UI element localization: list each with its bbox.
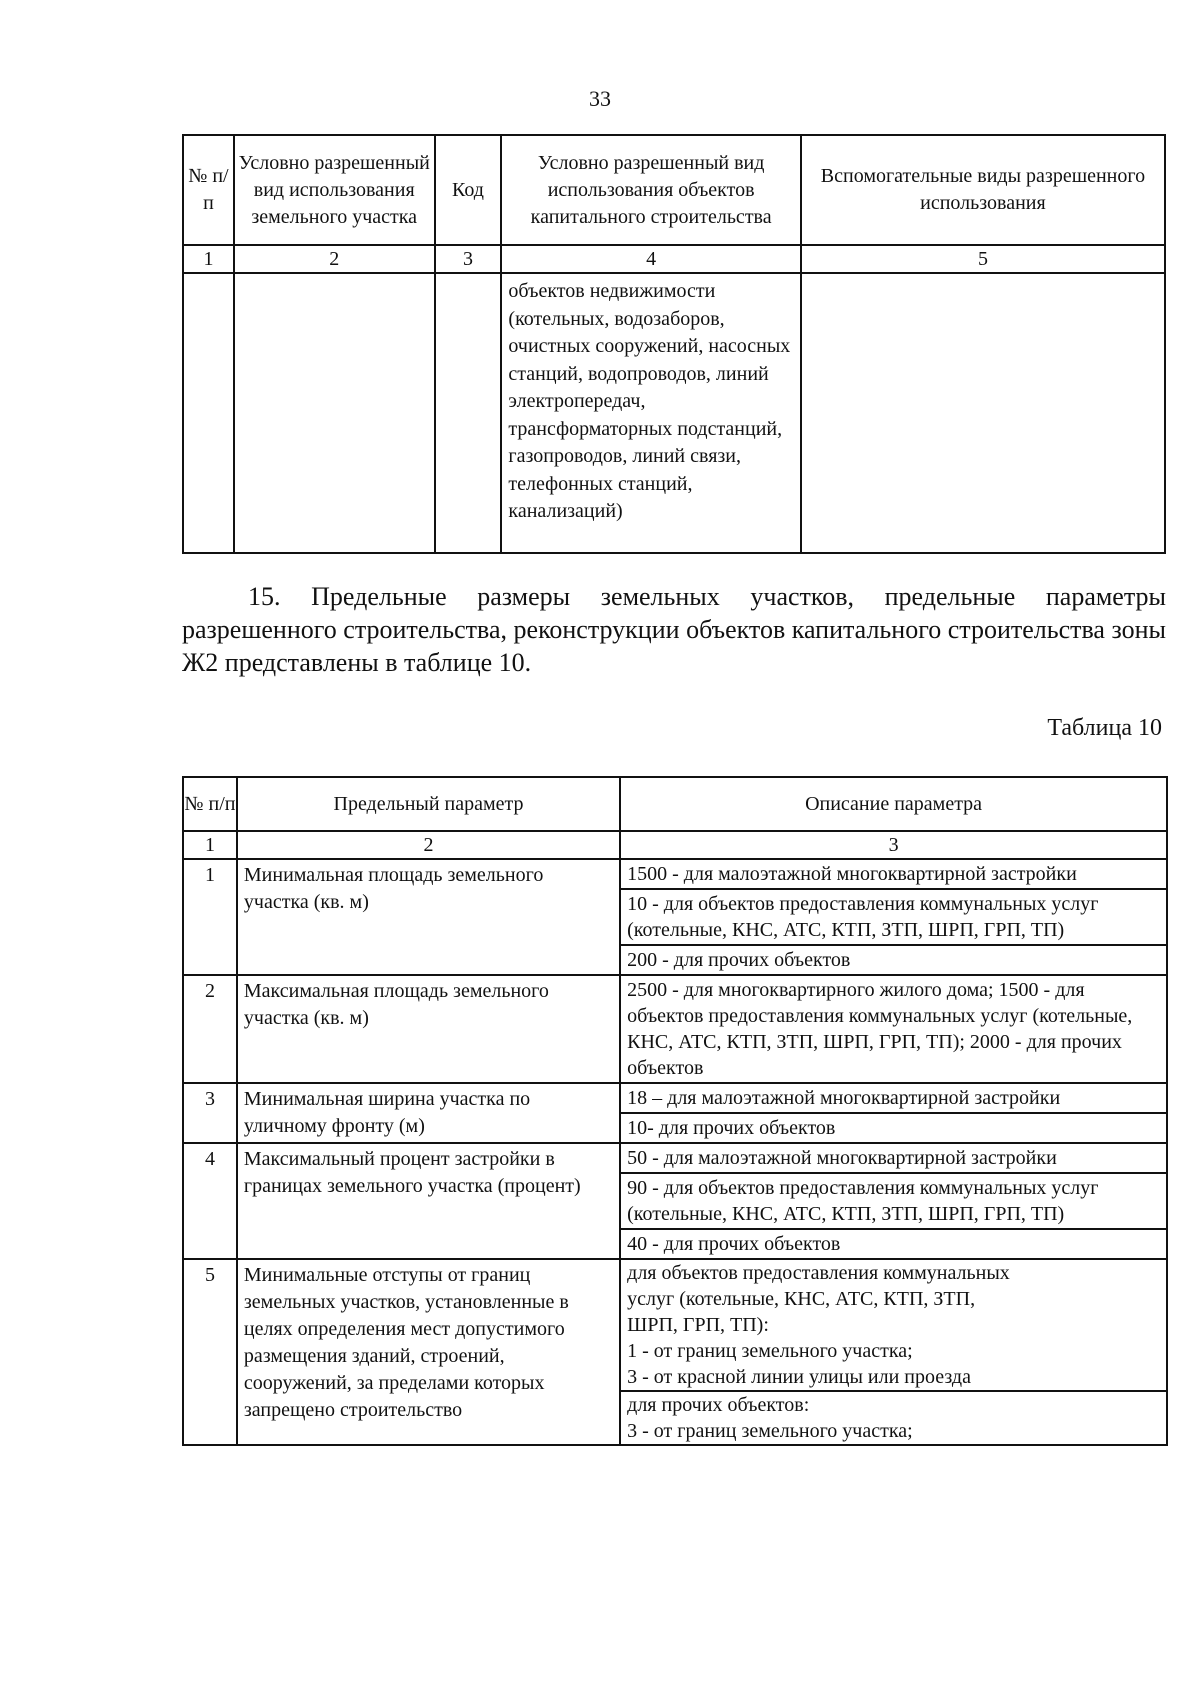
parameter-description	[620, 1083, 1167, 1143]
description-line: для объектов предоставления коммунальных	[627, 1262, 1010, 1284]
column-number: 4	[501, 245, 800, 273]
header-cell: № п/п	[183, 777, 237, 831]
table-cell	[435, 273, 502, 553]
table-row	[183, 1083, 1167, 1143]
table-row	[183, 975, 1167, 1083]
column-number: 3	[435, 245, 502, 273]
description-line: 3 - от красной линии улицы или проезда	[621, 1364, 1166, 1392]
table-row	[183, 273, 1165, 553]
header-cell: № п/п	[183, 135, 234, 245]
row-number: 5	[183, 1259, 237, 1445]
parameter-description	[620, 1259, 1167, 1445]
header-cell: Описание параметра	[620, 777, 1167, 831]
column-number: 5	[801, 245, 1165, 273]
description-item: 10- для прочих объектов	[627, 1117, 836, 1139]
table-caption: Таблица 10	[1047, 715, 1162, 741]
column-number-row	[183, 245, 1165, 273]
description-item: 18 – для малоэтажной многоквартирной застройки	[621, 1084, 1166, 1114]
parameter-description	[620, 1143, 1167, 1259]
table-cell: объектов недвижимости (котельных, водозаборов, очистных сооружений, насосных станций, водопроводов, линий электропередач, трансформаторных подстанций, газопроводов, линий связи, телефонных станций, канализаций)	[501, 273, 800, 553]
table-header-row	[183, 777, 1167, 831]
parameter-name: Минимальная ширина участка по уличному фронту (м)	[237, 1083, 620, 1143]
section-paragraph: 15. Предельные размеры земельных участков, предельные параметры разрешенного строительства, реконструкции объектов капитального строительства зоны Ж2 представлены в таблице 10.	[182, 582, 1166, 677]
description-line: ШРП, ГРП, ТП):	[627, 1314, 769, 1336]
column-number-row	[183, 831, 1167, 859]
table-cell	[801, 273, 1165, 553]
description-line: услуг (котельные, КНС, АТС, КТП, ЗТП,	[627, 1288, 976, 1310]
parameter-name: Минимальные отступы от границ земельных участков, установленные в целях определения мест допустимого размещения зданий, строений, сооружений, за пределами которых запрещено строительство	[237, 1259, 620, 1445]
row-number: 4	[183, 1143, 237, 1259]
parameter-name: Максимальный процент застройки в границах земельного участка (процент)	[237, 1143, 620, 1259]
header-cell: Предельный параметр	[237, 777, 620, 831]
table-row	[183, 1143, 1167, 1259]
header-cell: Вспомогательные виды разрешенного использования	[801, 135, 1165, 245]
description-item: 2500 - для многоквартирного жилого дома; 1500 - для объектов предоставления коммунальных услуг (котельные, КНС, АТС, КТП, ЗТП, ШРП, ГРП, ТП); 2000 - для прочих объектов	[627, 979, 1133, 1079]
row-number: 3	[183, 1083, 237, 1143]
table-cell	[234, 273, 435, 553]
description-line: 3 - от границ земельного участка;	[627, 1420, 913, 1442]
description-item: 10 - для объектов предоставления коммунальных услуг (котельные, КНС, АТС, КТП, ЗТП, ШРП, ГРП, ТП)	[621, 890, 1166, 946]
page-number: 33	[589, 86, 611, 111]
description-item: 200 - для прочих объектов	[627, 949, 851, 971]
description-item: 90 - для объектов предоставления коммунальных услуг (котельные, КНС, АТС, КТП, ЗТП, ШРП, ГРП, ТП)	[621, 1174, 1166, 1230]
header-cell: Условно разрешенный вид использования земельного участка	[234, 135, 435, 245]
permitted-use-table	[182, 134, 1166, 554]
parameter-name: Максимальная площадь земельного участка (кв. м)	[237, 975, 620, 1083]
header-cell: Код	[435, 135, 502, 245]
column-number: 3	[620, 831, 1167, 859]
column-number: 2	[234, 245, 435, 273]
parameter-name: Минимальная площадь земельного участка (кв. м)	[237, 859, 620, 975]
limit-parameters-table	[182, 776, 1168, 1446]
header-cell: Условно разрешенный вид использования объектов капитального строительства	[501, 135, 800, 245]
description-item: 1500 - для малоэтажной многоквартирной застройки	[621, 860, 1166, 890]
description-line: для прочих объектов:	[627, 1394, 810, 1416]
row-number: 2	[183, 975, 237, 1083]
description-line: 1 - от границ земельного участка;	[627, 1340, 913, 1362]
column-number: 1	[183, 831, 237, 859]
description-item: 40 - для прочих объектов	[627, 1233, 841, 1255]
table-cell	[183, 273, 234, 553]
table-row	[183, 859, 1167, 975]
row-number: 1	[183, 859, 237, 975]
column-number: 2	[237, 831, 620, 859]
column-number: 1	[183, 245, 234, 273]
description-item: 50 - для малоэтажной многоквартирной застройки	[621, 1144, 1166, 1174]
parameter-description	[620, 975, 1167, 1083]
table-header-row	[183, 135, 1165, 245]
parameter-description	[620, 859, 1167, 975]
table-row	[183, 1259, 1167, 1445]
